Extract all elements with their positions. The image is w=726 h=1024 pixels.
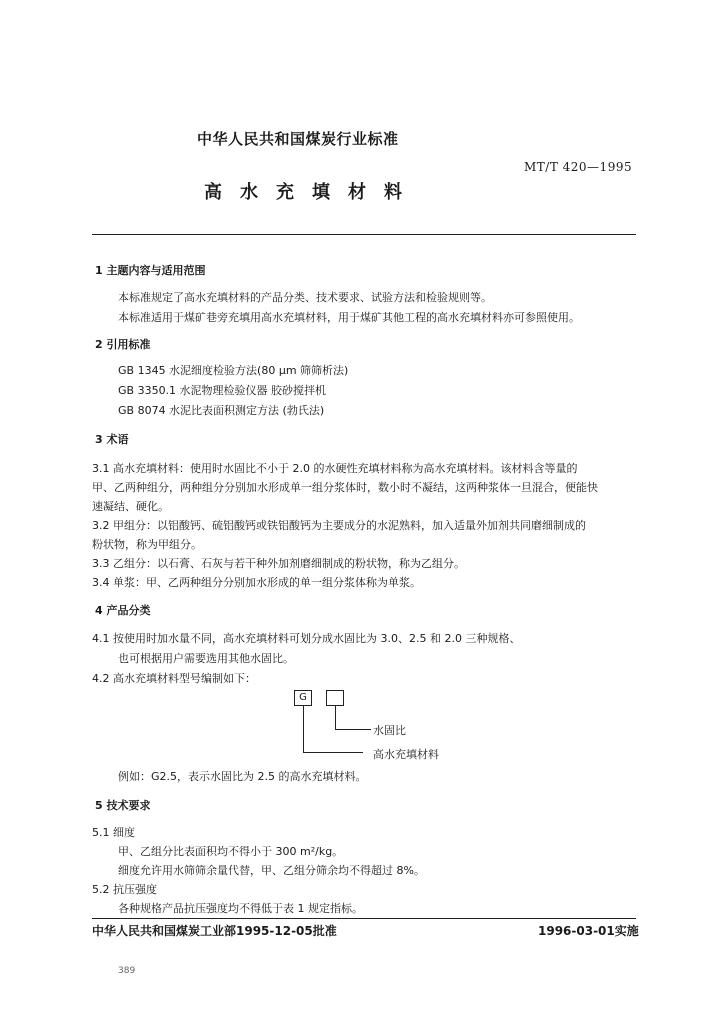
material-label: 高水充填材料 [373, 748, 439, 761]
water-ratio-label: 水固比 [373, 724, 406, 737]
leader-line [335, 729, 371, 730]
model-prefix-box: G [294, 690, 312, 706]
example-text: 例如：G2.5，表示水固比为 2.5 的高水充填材料。 [118, 770, 367, 783]
leader-line [303, 706, 304, 752]
term-3-2-cont: 粉状物，称为甲组分。 [92, 538, 202, 551]
reference-item: GB 3350.1 水泥物理检验仪器 胶砂搅拌机 [118, 384, 327, 397]
clause-5-1: 5.1 细度 [92, 826, 135, 839]
section-4-heading: 4 产品分类 [95, 604, 151, 617]
reference-item: GB 1345 水泥细度检验方法(80 μm 筛筛析法) [118, 364, 349, 377]
section-1-heading: 1 主题内容与适用范围 [95, 264, 206, 277]
section-2-heading: 2 引用标准 [95, 338, 151, 351]
clause-5-2: 5.2 抗压强度 [92, 883, 157, 896]
term-3-1-cont: 甲、乙两种组分，两种组分分别加水形成单一组分浆体时，数小时不凝结，这两种浆体一旦混合，便能快 [92, 481, 598, 494]
footer-divider [92, 918, 636, 919]
clause-4-1-cont: 也可根据用户需要选用其他水固比。 [118, 652, 294, 665]
term-3-1: 3.1 高水充填材料：使用时水固比不小于 2.0 的水硬性充填材料称为高水充填材料。该材料含等量的 [92, 462, 578, 475]
term-3-2: 3.2 甲组分：以铝酸钙、硫铝酸钙或铁铝酸钙为主要成分的水泥熟料，加入适量外加剂共同磨细制成的 [92, 519, 586, 532]
standard-code: MT/T 420—1995 [524, 160, 633, 174]
section-1-para-1: 本标准规定了高水充填材料的产品分类、技术要求、试验方法和检验规则等。 [118, 291, 492, 304]
water-ratio-box [326, 690, 344, 706]
term-3-4: 3.4 单浆：甲、乙两种组分分别加水形成的单一组分浆体称为单浆。 [92, 576, 421, 589]
leader-line [335, 706, 336, 729]
approval-line: 中华人民共和国煤炭工业部1995-12-05批准 [92, 924, 337, 938]
issuing-body: 中华人民共和国煤炭行业标准 [197, 130, 399, 148]
implementation-date: 1996-03-01实施 [538, 924, 639, 938]
header-divider [92, 234, 636, 235]
reference-item: GB 8074 水泥比表面积测定方法 (勃氏法) [118, 404, 325, 417]
clause-4-2: 4.2 高水充填材料型号编制如下： [92, 672, 256, 685]
section-1-para-2: 本标准适用于煤矿巷旁充填用高水充填材料，用于煤矿其他工程的高水充填材料亦可参照使用。 [118, 311, 580, 324]
leader-line [303, 752, 363, 753]
clause-4-1: 4.1 按使用时加水量不同，高水充填材料可划分成水固比为 3.0、2.5 和 2.0 三种规格、 [92, 632, 521, 645]
section-3-heading: 3 术语 [95, 433, 129, 446]
page-number: 389 [118, 966, 136, 976]
term-3-1-cont: 速凝结、硬化。 [92, 500, 169, 513]
term-3-3: 3.3 乙组分：以石膏、石灰与若干种外加剂磨细制成的粉状物，称为乙组分。 [92, 557, 465, 570]
clause-5-2-text: 各种规格产品抗压强度均不得低于表 1 规定指标。 [118, 902, 363, 915]
section-5-heading: 5 技术要求 [95, 799, 151, 812]
clause-5-1-text: 细度允许用水筛筛余量代替，甲、乙组分筛余均不得超过 8%。 [118, 864, 425, 877]
clause-5-1-text: 甲、乙组分比表面积均不得小于 300 m²/kg。 [118, 845, 344, 858]
document-title: 高水充填材料 [204, 182, 420, 203]
